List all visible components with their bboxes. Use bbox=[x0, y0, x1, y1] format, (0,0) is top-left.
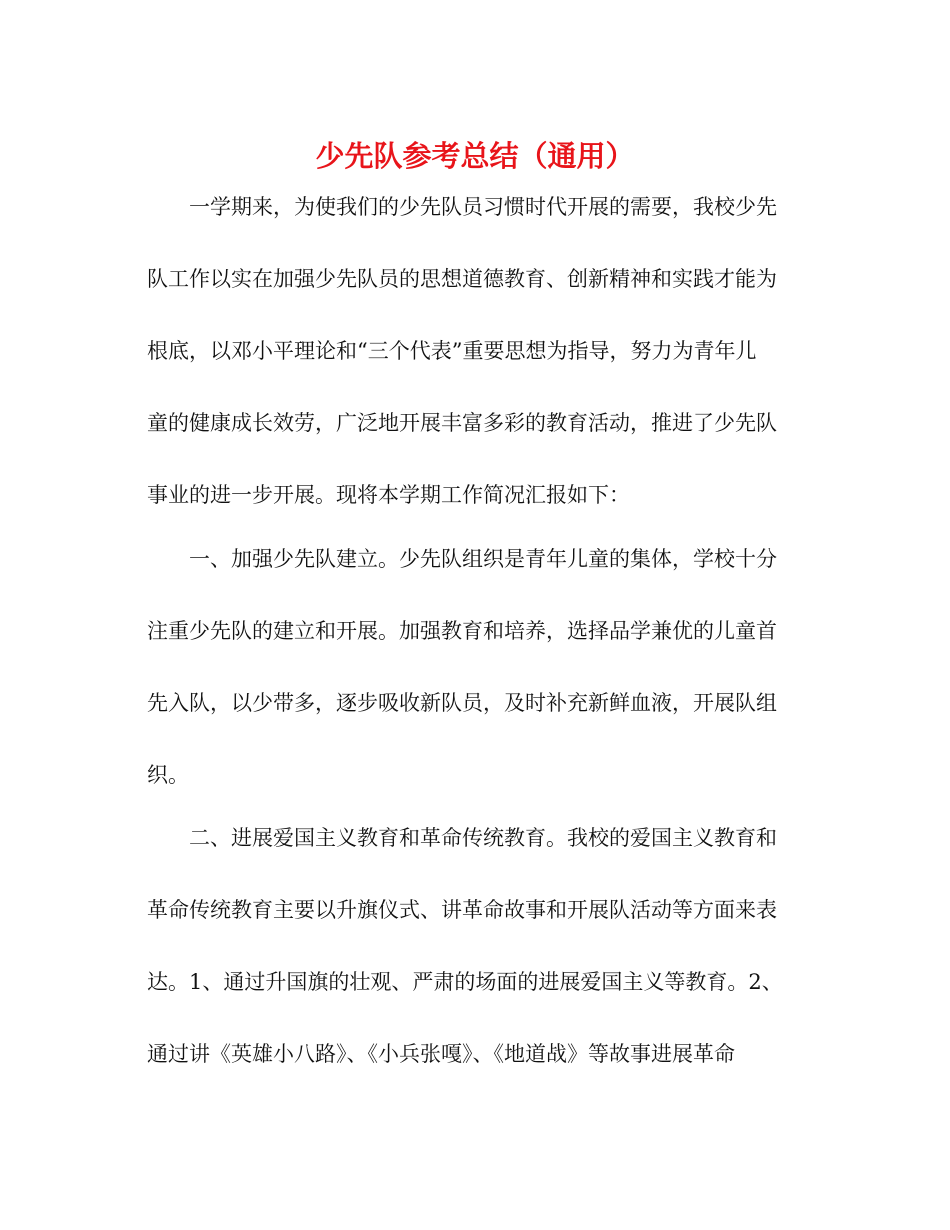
paragraph-2-line-3: 先入队，以少带多，逐步吸收新队员，及时补充新鲜血液，开展队组 bbox=[147, 691, 777, 715]
paragraph-3-line-2: 革命传统教育主要以升旗仪式、讲革命故事和开展队活动等方面来表 bbox=[147, 898, 777, 922]
paragraph-1-line-3: 根底，以邓小平理论和“三个代表”重要思想为指导，努力为青年儿 bbox=[147, 339, 757, 363]
paragraph-3-line-4: 通过讲《英雄小八路》、《小兵张嘎》、《地道战》等故事进展革命 bbox=[147, 1042, 735, 1066]
paragraph-1-line-5: 事业的进一步开展。现将本学期工作简况汇报如下： bbox=[147, 483, 630, 507]
paragraph-1-line-4: 童的健康成长效劳，广泛地开展丰富多彩的教育活动，推进了少先队 bbox=[147, 411, 777, 435]
paragraph-1-line-1: 一学期来，为使我们的少先队员习惯时代开展的需要，我校少先 bbox=[189, 195, 777, 219]
paragraph-2-line-1: 一、加强少先队建立。少先队组织是青年儿童的集体，学校十分 bbox=[189, 547, 777, 571]
document-title: 少先队参考总结（通用） bbox=[315, 139, 635, 173]
paragraph-2-line-4: 织。 bbox=[147, 763, 189, 787]
paragraph-1-line-2: 队工作以实在加强少先队员的思想道德教育、创新精神和实践才能为 bbox=[147, 267, 777, 291]
paragraph-3-line-1: 二、进展爱国主义教育和革命传统教育。我校的爱国主义教育和 bbox=[189, 826, 777, 850]
paragraph-3-line-3: 达。1、通过升国旗的壮观、严肃的场面的进展爱国主义等教育。2、 bbox=[147, 970, 783, 994]
paragraph-2-line-2: 注重少先队的建立和开展。加强教育和培养，选择品学兼优的儿童首 bbox=[147, 619, 777, 643]
